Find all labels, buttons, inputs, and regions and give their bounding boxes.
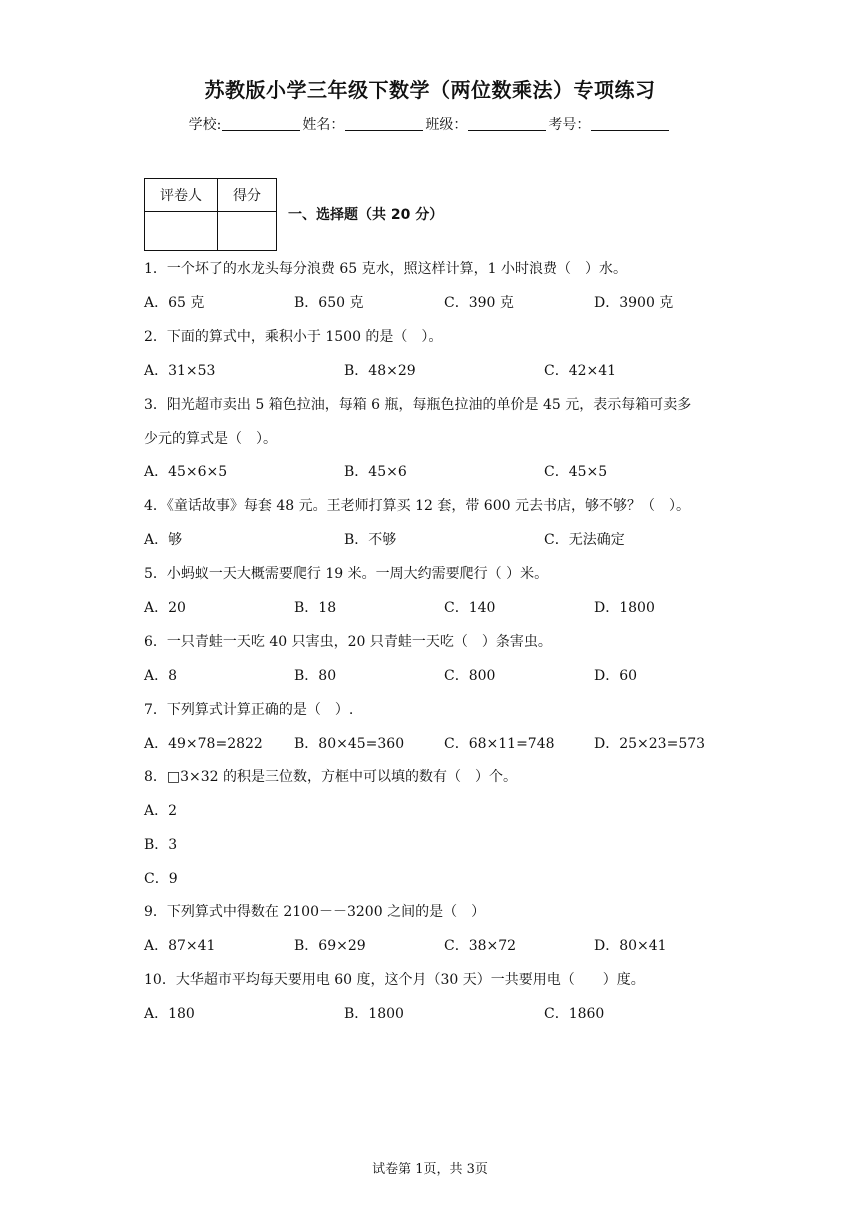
question-4-option-c[interactable]: C．无法确定	[544, 532, 625, 548]
score-cell	[218, 212, 277, 251]
question-5-option-a[interactable]: A．20	[144, 600, 186, 616]
question-4: 4．《童话故事》每套 48 元。王老师打算买 12 套，带 600 元去书店，够不够？（ ）。	[144, 498, 690, 514]
question-1-option-a[interactable]: A．65 克	[144, 295, 205, 311]
question-6-option-b[interactable]: B．80	[294, 668, 337, 684]
school-blank	[222, 116, 300, 131]
question-6-option-a[interactable]: A．8	[144, 668, 178, 684]
student-info-line	[0, 114, 860, 134]
exam-no-blank	[591, 116, 669, 131]
question-5-option-b[interactable]: B．18	[294, 600, 337, 616]
question-5-option-c[interactable]: C．140	[444, 600, 496, 616]
grader-cell	[145, 212, 218, 251]
question-1-option-d[interactable]: D．3900 克	[594, 295, 674, 311]
name-label: 姓名：	[302, 117, 345, 133]
question-10-option-b[interactable]: B．1800	[344, 1006, 404, 1022]
question-3-option-c[interactable]: C．45×5	[544, 464, 608, 480]
question-3-option-a[interactable]: A．45×6×5	[144, 464, 228, 480]
question-9-option-b[interactable]: B．69×29	[294, 938, 366, 954]
question-5-option-d[interactable]: D．1800	[594, 600, 655, 616]
score-table	[144, 178, 277, 251]
question-7-option-b[interactable]: B．80×45=360	[294, 736, 405, 752]
school-label: 学校:	[188, 117, 222, 133]
question-9: 9．下列算式中得数在 2100－－3200 之间的是（ ）	[144, 904, 486, 920]
question-10-option-c[interactable]: C．1860	[544, 1006, 605, 1022]
question-8-option-a[interactable]: A．2	[144, 803, 178, 819]
question-3: 3．阳光超市卖出 5 箱色拉油，每箱 6 瓶，每瓶色拉油的单价是 45 元，表示每箱可卖多	[144, 397, 692, 413]
question-10-option-a[interactable]: A．180	[144, 1006, 195, 1022]
question-9-option-a[interactable]: A．87×41	[144, 938, 216, 954]
document-title: 苏教版小学三年级下数学（两位数乘法）专项练习	[204, 78, 656, 102]
question-8: 8．□3×32 的积是三位数，方框中可以填的数有（ ）个。	[144, 769, 518, 785]
question-7-option-d[interactable]: D．25×23=573	[594, 736, 706, 752]
question-2-option-c[interactable]: C．42×41	[544, 363, 617, 379]
class-label: 班级：	[425, 117, 468, 133]
question-7-option-a[interactable]: A．49×78=2822	[144, 736, 263, 752]
section-title: 一、选择题（共 20 分）	[288, 207, 444, 223]
question-6-option-d[interactable]: D．60	[594, 668, 638, 684]
question-10: 10．大华超市平均每天要用电 60 度，这个月（30 天）一共要用电（ ）度。	[144, 972, 645, 988]
question-4-option-b[interactable]: B．不够	[344, 532, 397, 548]
question-7-option-c[interactable]: C．68×11=748	[444, 736, 555, 752]
class-blank	[468, 116, 546, 131]
question-2-option-b[interactable]: B．48×29	[344, 363, 416, 379]
question-2: 2．下面的算式中，乘积小于 1500 的是（ ）。	[144, 329, 443, 345]
question-6: 6．一只青蛙一天吃 40 只害虫，20 只青蛙一天吃（ ）条害虫。	[144, 634, 552, 650]
question-4-option-a[interactable]: A．够	[144, 532, 183, 548]
name-blank	[345, 116, 423, 131]
question-6-option-c[interactable]: C．800	[444, 668, 496, 684]
question-5: 5．小蚂蚁一天大概需要爬行 19 米。一周大约需要爬行（ ）米。	[144, 566, 549, 582]
question-2-option-a[interactable]: A．31×53	[144, 363, 216, 379]
page-footer: 试卷第 1页，共 3页	[372, 1162, 488, 1177]
question-8-option-b[interactable]: B．3	[144, 837, 178, 853]
grader-header: 评卷人	[145, 179, 218, 212]
question-1-option-b[interactable]: B．650 克	[294, 295, 364, 311]
question-1-option-c[interactable]: C．390 克	[444, 295, 514, 311]
exam-no-label: 考号：	[548, 117, 591, 133]
question-3-option-b[interactable]: B．45×6	[344, 464, 407, 480]
question-9-option-c[interactable]: C．38×72	[444, 938, 517, 954]
question-9-option-d[interactable]: D．80×41	[594, 938, 667, 954]
question-1: 1．一个坏了的水龙头每分浪费 65 克水，照这样计算，1 小时浪费（ ）水。	[144, 261, 627, 277]
question-8-option-c[interactable]: C．9	[144, 871, 178, 887]
score-header: 得分	[218, 179, 277, 212]
question-3-continued: 少元的算式是（ ）。	[144, 431, 277, 447]
question-7: 7．下列算式计算正确的是（ ）.	[144, 702, 354, 718]
